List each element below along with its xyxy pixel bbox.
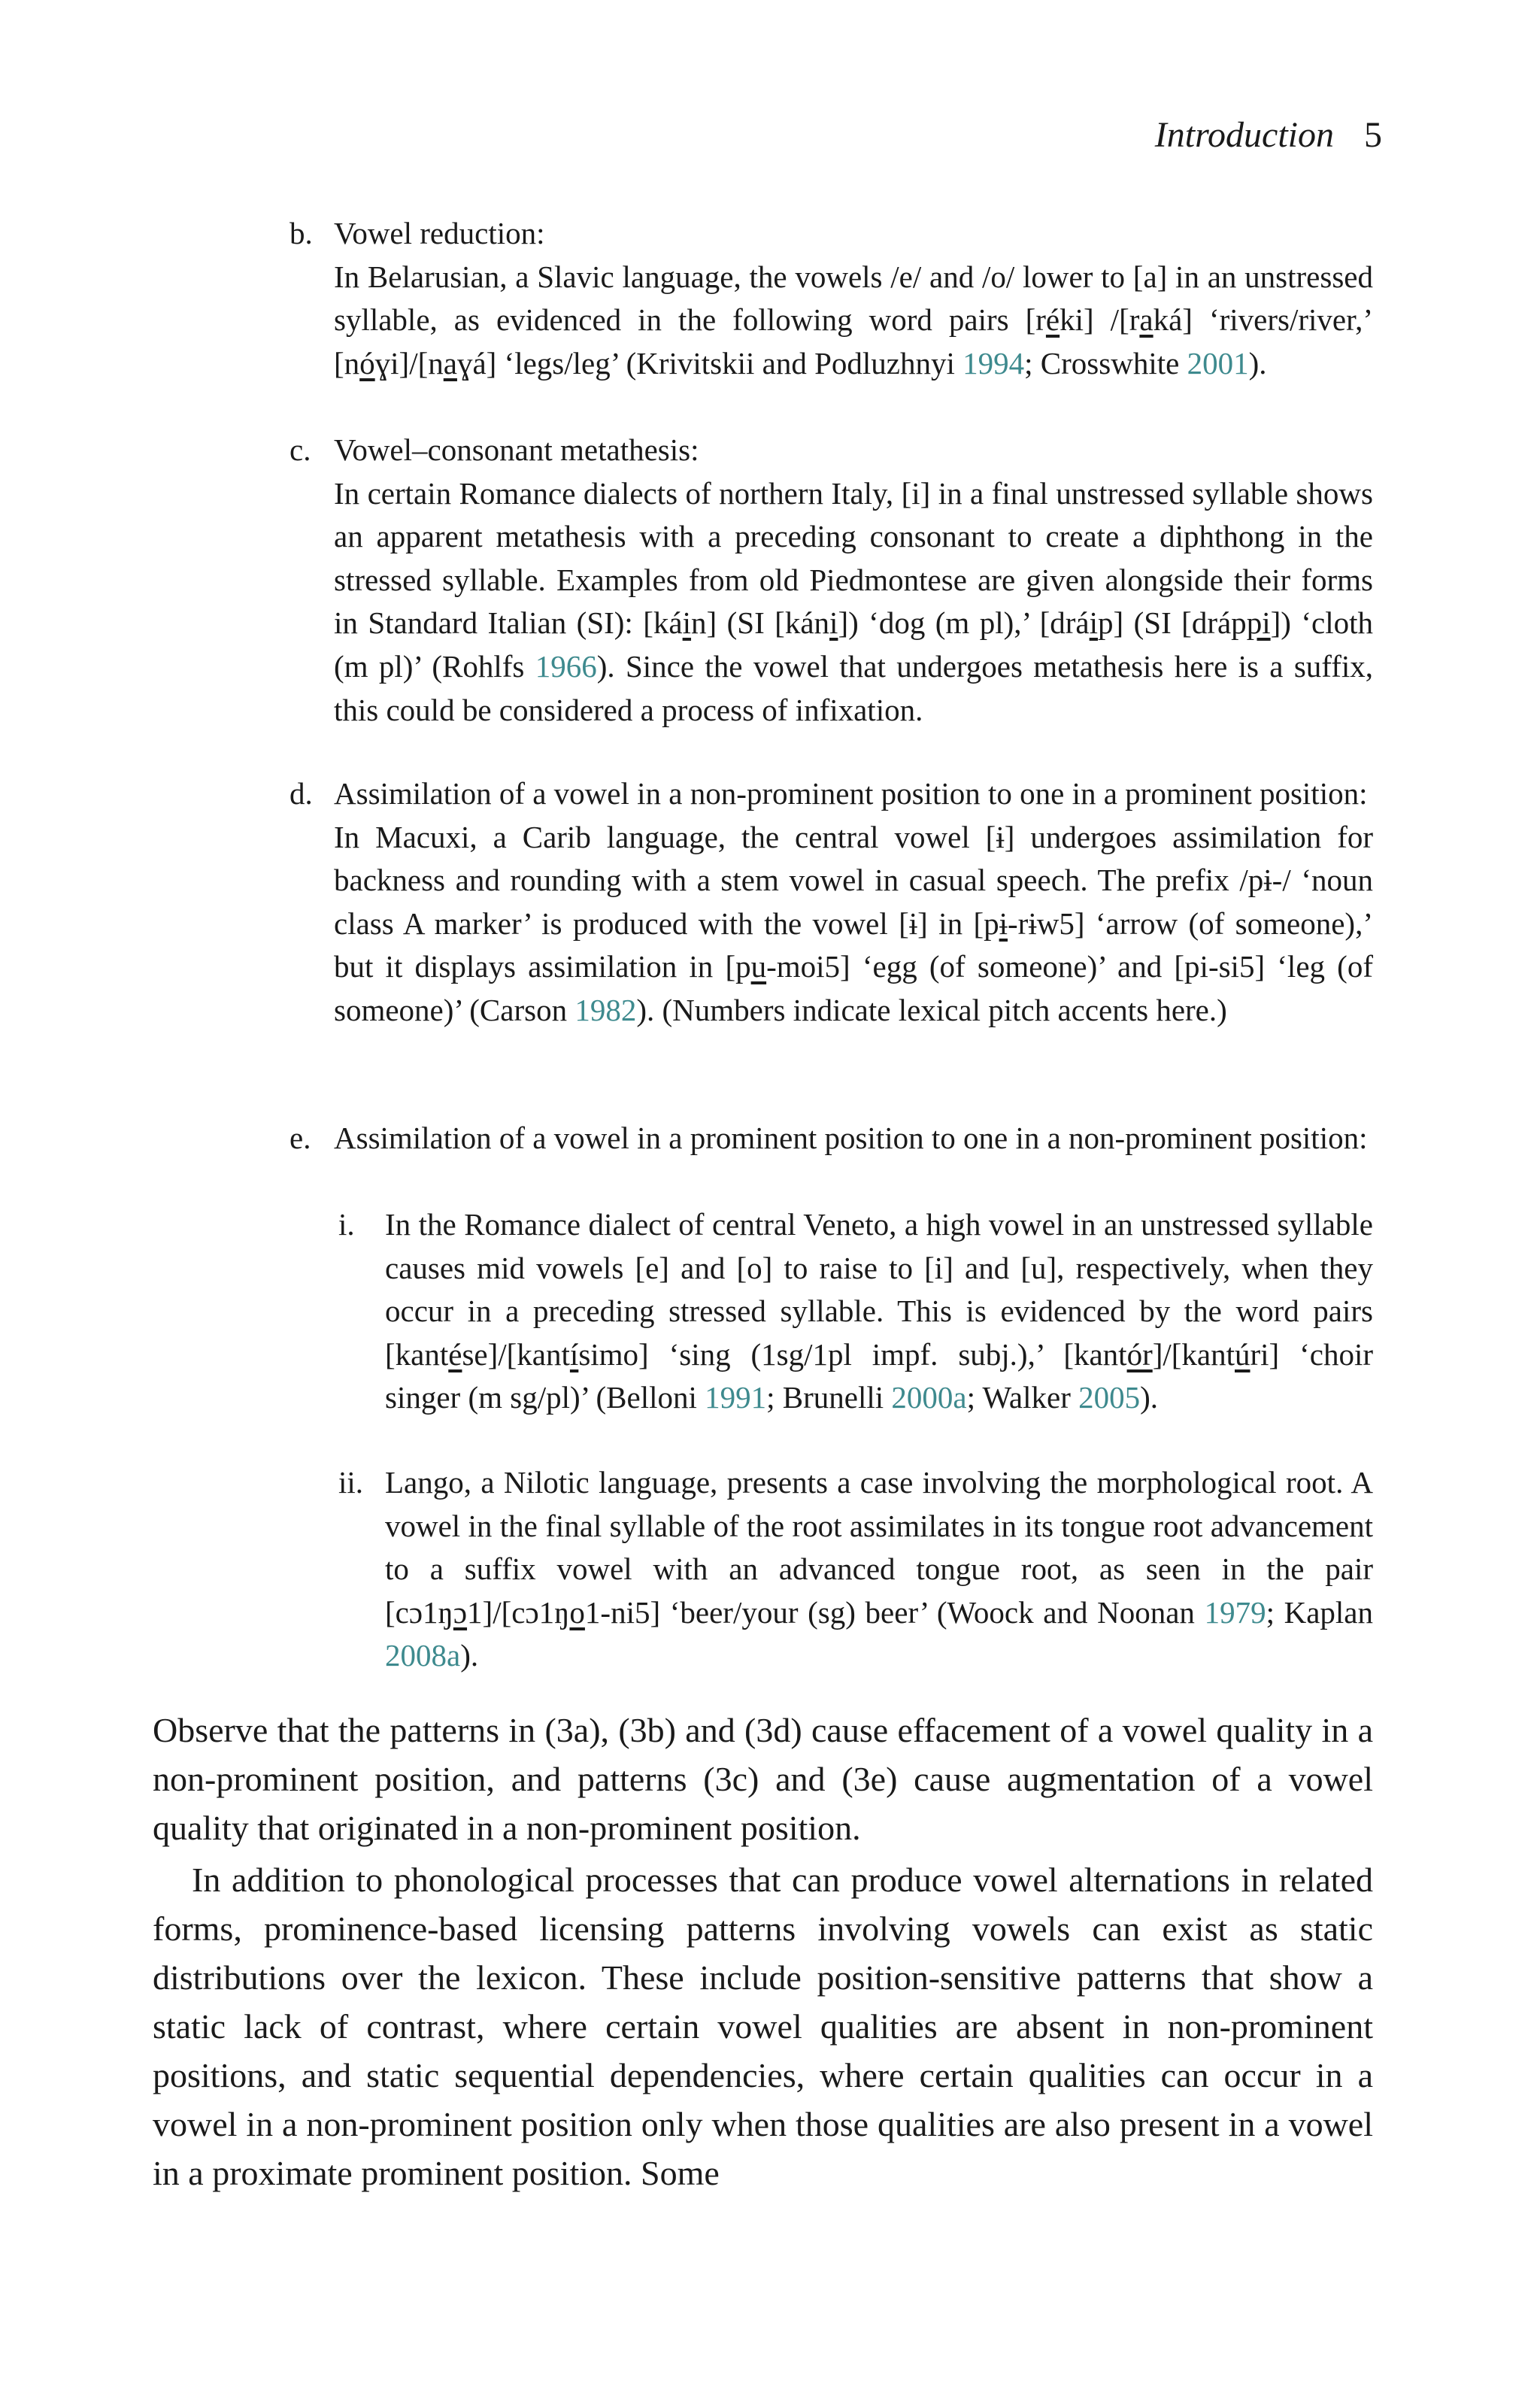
running-head — [1155, 113, 1382, 158]
body-paragraph-1: Observe that the patterns in (3a), (3b) and (3d) cause effacement of a vowel quality in a non-prominent position, and patterns (3c) and (3e) cause augmentation of a vowel quality that originated in a non-prominent position. — [153, 1711, 1373, 1847]
item-b — [334, 212, 1373, 385]
item-e-ii-body: Lango, a Nilotic language, presents a case involving the morphological root. A vowel in the final syllable of the root assimilates in its tongue root advancement to a suffix vowel with an advanced tongue root, as seen in the pair [cɔ1ŋɔ1]/[cɔ1ŋo1-ni5] ‘beer/your (sg) beer’ (Woock and Noonan 1979; Kaplan 2008a). — [385, 1465, 1373, 1673]
running-head-title: Introduction — [1154, 115, 1334, 155]
body-paragraph-2: In addition to phonological processes that can produce vowel alternations in related forms, prominence-based licensing patterns involving vowels can exist as static distributions over the lexicon. These include position-sensitive patterns that show a static lack of contrast, where certain vowel qualities are absent in non-prominent positions, and static sequential dependencies, where certain qualities can occur in a vowel in a non-prominent position only when those qualities are also present in a vowel in a proximate prominent position. Some — [153, 1861, 1373, 2192]
item-b-label: b. — [290, 216, 313, 250]
citation-link[interactable]: 1979 — [1204, 1594, 1266, 1630]
citation-link[interactable]: 2008a — [385, 1638, 461, 1673]
item-d-body: In Macuxi, a Carib language, the central vowel [ɨ] undergoes assimilation for backness and rounding with a stem vowel in casual speech. The prefix /pɨ-/ ‘noun class A marker’ is produced with the vowel [ɨ] in [pɨ-rɨw5] ‘arrow (of someone),’ but it displays assimilation in [pu-moi5] ‘egg (of someone)’ and [pi-si5] ‘leg (of someone)’ (Carson 1982). (Numbers indicate lexical pitch accents here.) — [334, 819, 1373, 1027]
item-e-ii-label: ii. — [338, 1465, 364, 1500]
page-number: 5 — [1364, 115, 1382, 155]
item-c-heading: Vowel–consonant metathesis: — [334, 432, 699, 467]
item-d-heading: Assimilation of a vowel in a non-prominent position to one in a prominent position: — [334, 776, 1368, 811]
citation-link[interactable]: 2005 — [1078, 1380, 1141, 1415]
item-c-label: c. — [290, 432, 311, 467]
item-c — [334, 429, 1373, 732]
item-e-i — [385, 1203, 1373, 1420]
item-e-i-body: In the Romance dialect of central Veneto, a high vowel in an unstressed syllable causes mid vowels [e] and [o] to raise to [i] and [u], respectively, when they occur in a preceding stressed syllable. This is evidenced by the word pairs [kantése]/[kantísimo] ‘sing (1sg/1pl impf. subj.),’ [kantór]/[kantúri] ‘choir singer (m sg/pl)’ (Belloni 1991; Brunelli 2000a; Walker 2005). — [385, 1207, 1373, 1415]
citation-link[interactable]: 1991 — [705, 1380, 767, 1415]
item-e-heading: Assimilation of a vowel in a prominent position to one in a non-prominent position: — [334, 1121, 1368, 1155]
item-b-body: In Belarusian, a Slavic language, the vowels /e/ and /o/ lower to [a] in an unstressed syllable, as evidenced in the following word pairs [réki] /[raká] ‘rivers/river,’ [nóɣi]/[naɣá] ‘legs/leg’ (Krivitskii and Podluzhnyi 1994; Crosswhite 2001). — [334, 259, 1374, 381]
citation-link[interactable]: 1994 — [962, 345, 1025, 381]
citation-link[interactable]: 1982 — [574, 992, 637, 1027]
item-d-label: d. — [290, 776, 313, 811]
item-c-body: In certain Romance dialects of northern Italy, [i] in a final unstressed syllable shows an apparent metathesis with a preceding consonant to create a diphthong in the stressed syllable. Examples from old Piedmontese are given alongside their forms in Standard Italian (SI): [káin] (SI [káni]) ‘dog (m pl),’ [dráip] (SI [dráppi]) ‘cloth (m pl)’ (Rohlfs 1966). Since the vowel that undergoes metathesis here is a suffix, this could be considered a process of infixation. — [334, 475, 1373, 727]
item-e — [334, 1117, 1373, 1160]
citation-link[interactable]: 1966 — [535, 648, 597, 684]
body-text — [153, 1706, 1373, 2197]
citation-link[interactable]: 2000a — [891, 1380, 967, 1415]
item-b-heading: Vowel reduction: — [334, 216, 545, 250]
citation-link[interactable]: 2001 — [1187, 345, 1249, 381]
item-e-ii — [385, 1461, 1373, 1678]
item-e-i-label: i. — [338, 1207, 355, 1242]
item-d — [334, 772, 1373, 1033]
item-e-label: e. — [290, 1121, 311, 1155]
